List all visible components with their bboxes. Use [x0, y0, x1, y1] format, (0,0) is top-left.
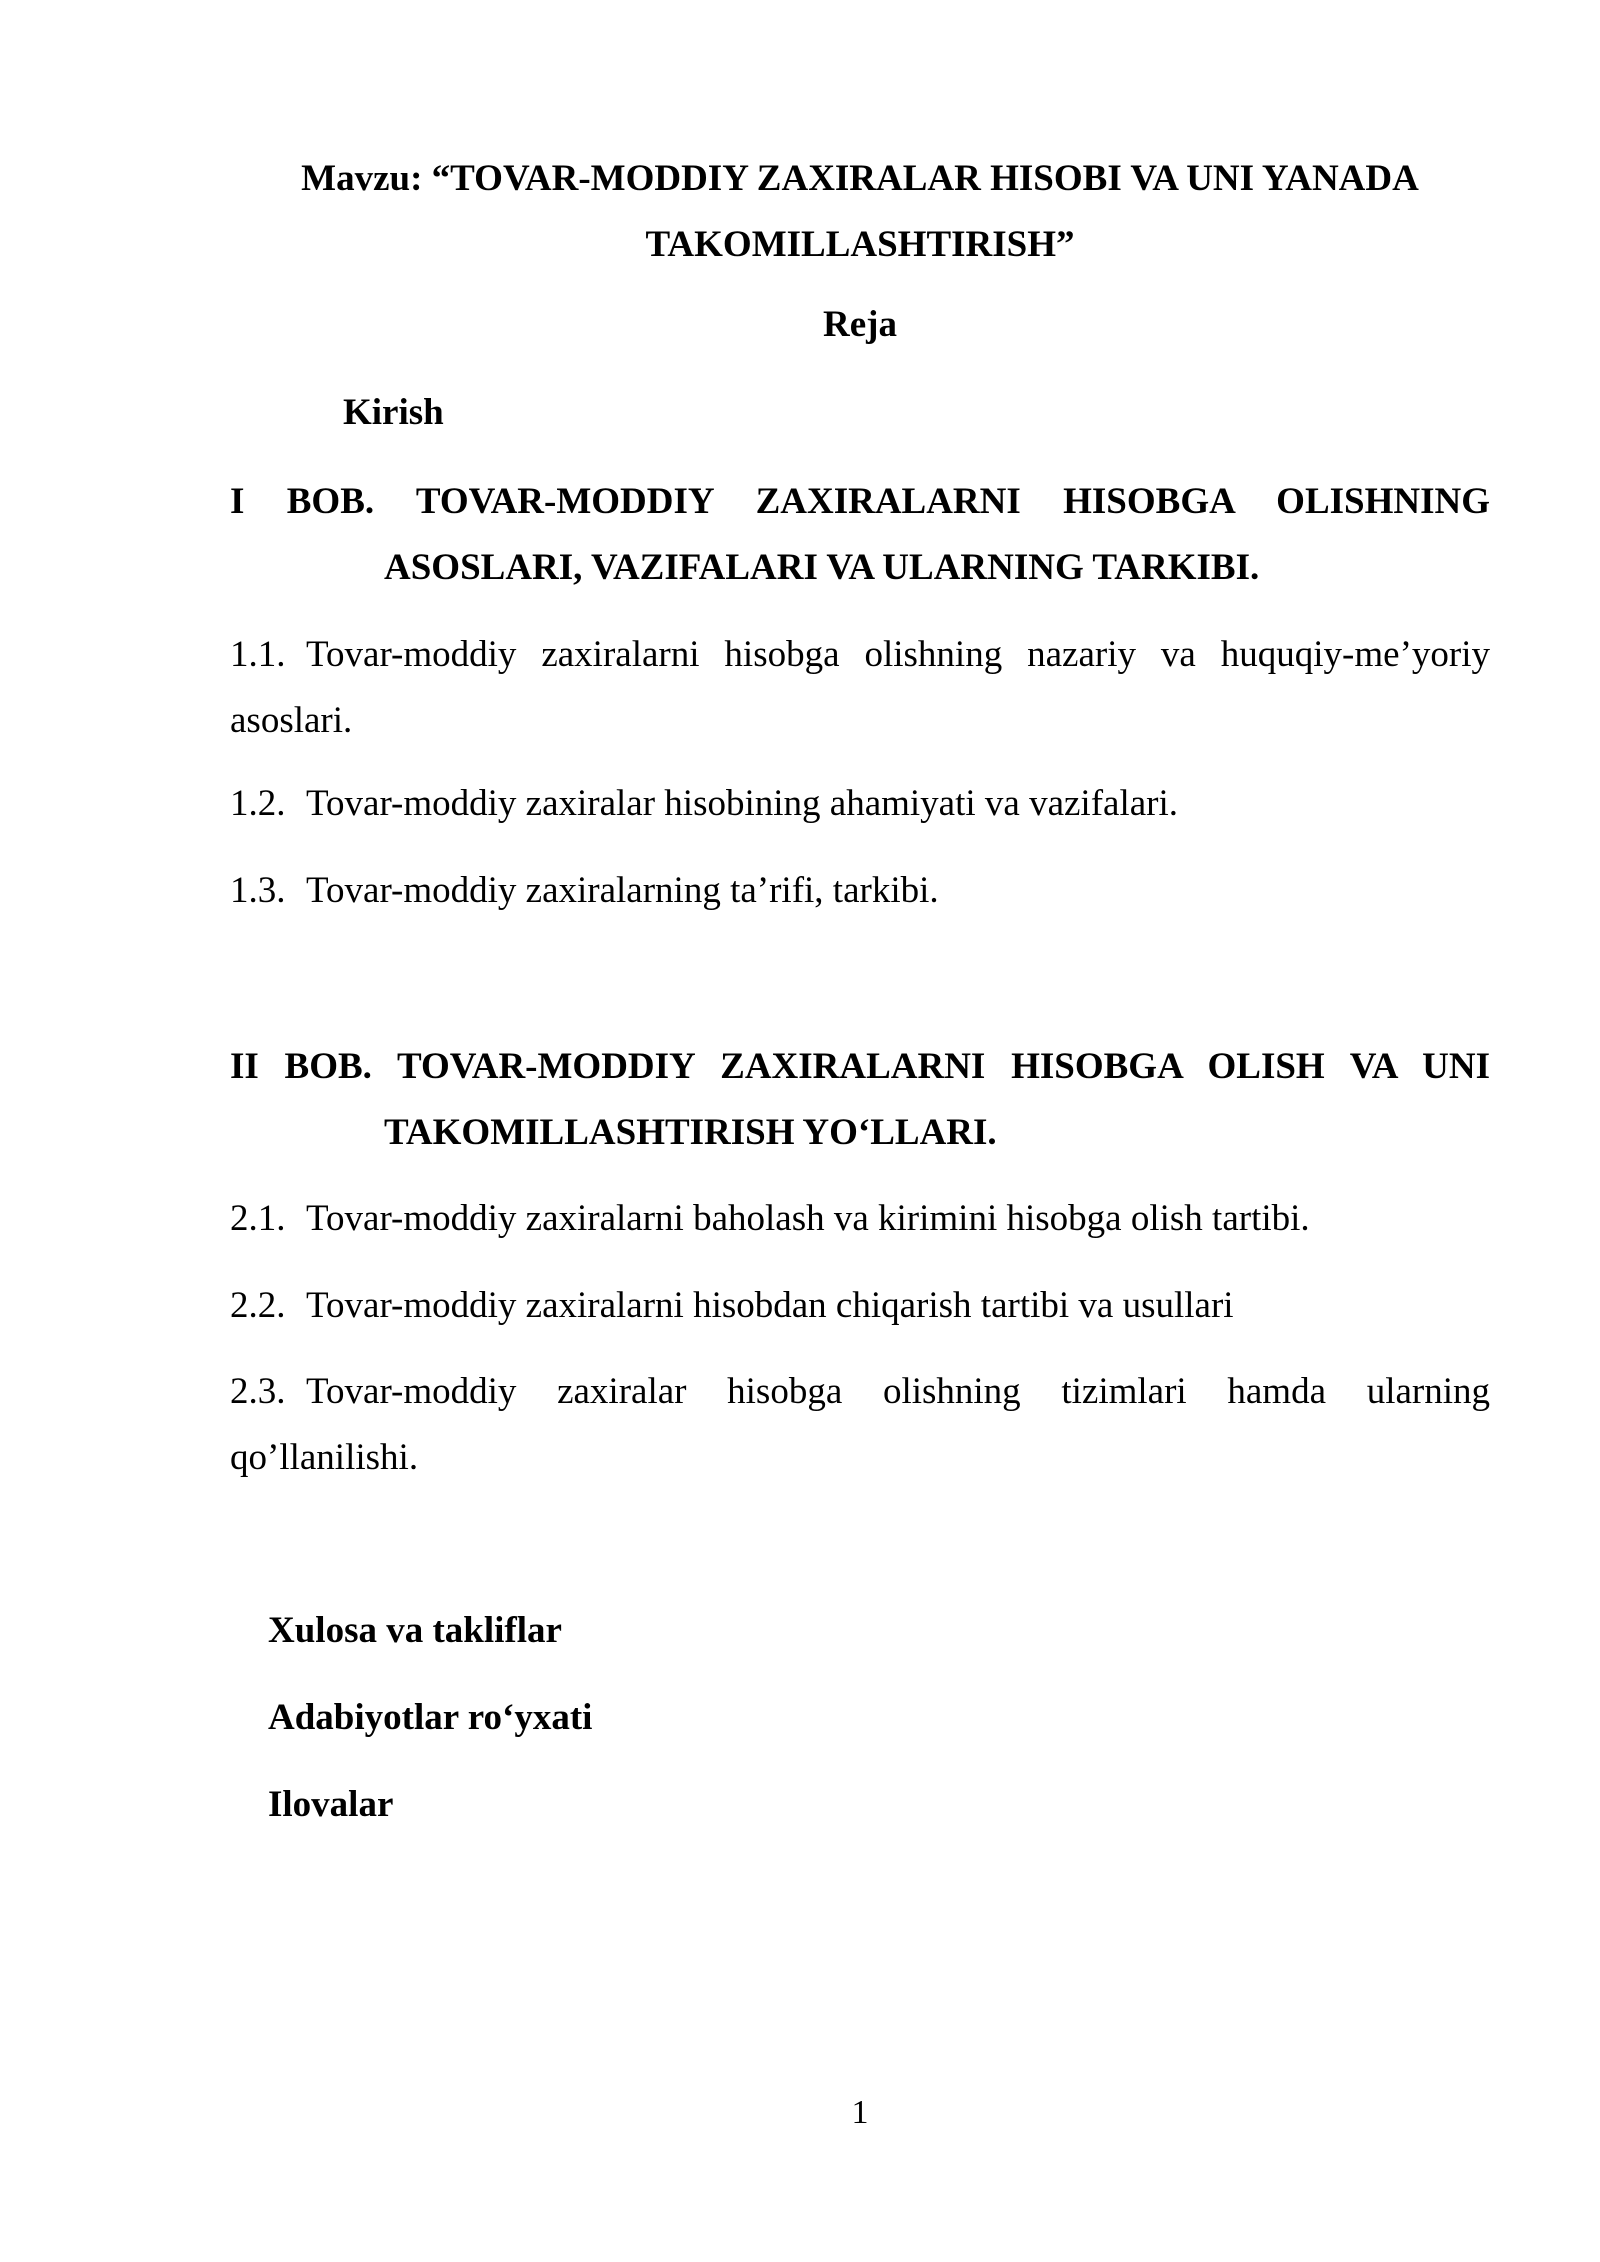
section-1-3-number: 1.3. [230, 870, 286, 911]
section-2-3-text-line-2: qo’llanilishi. [230, 1437, 419, 1478]
plan-heading: Reja [823, 304, 897, 345]
section-2-1 [230, 1186, 1490, 1252]
section-1-3 [230, 858, 1490, 924]
section-1-1 [230, 622, 1490, 754]
section-1-2-number: 1.2. [230, 783, 286, 824]
section-2-2-text: Tovar-moddiy zaxiralarni hisobdan chiqarish tartibi va usullari [306, 1285, 1234, 1326]
chapter-2-heading [230, 1034, 1490, 1166]
chapter-2-heading-line-2: TAKOMILLASHTIRISH YO‘LLARI. [384, 1112, 997, 1153]
section-1-1-number: 1.1. [230, 634, 286, 675]
conclusion-heading: Xulosa va takliflar [268, 1610, 562, 1651]
section-2-3-text-line-1: Tovar-moddiy zaxiralar hisobga olishning tizimlari hamda ularning [306, 1371, 1490, 1412]
page-number: 1 [851, 2094, 869, 2131]
appendices-heading: Ilovalar [268, 1784, 394, 1825]
references-heading: Adabiyotlar ro‘yxati [268, 1697, 593, 1738]
section-2-2-number: 2.2. [230, 1285, 286, 1326]
chapter-1-heading [230, 469, 1490, 601]
chapter-1-heading-line-2: ASOSLARI, VAZIFALARI VA ULARNING TARKIBI. [384, 547, 1260, 588]
section-1-3-text: Tovar-moddiy zaxiralarning ta’rifi, tarkibi. [306, 870, 939, 911]
section-2-1-text: Tovar-moddiy zaxiralarni baholash va kirimini hisobga olish tartibi. [306, 1198, 1310, 1239]
section-1-2 [230, 771, 1490, 837]
chapter-2-heading-line-1: II BOB. TOVAR-MODDIY ZAXIRALARNI HISOBGA OLISH VA UNI [230, 1046, 1490, 1087]
document-title-line-1: Mavzu: “TOVAR-MODDIY ZAXIRALAR HISOBI VA UNI YANADA [301, 158, 1419, 199]
chapter-1-heading-line-1: I BOB. TOVAR-MODDIY ZAXIRALARNI HISOBGA OLISHNING [230, 481, 1490, 522]
section-2-3-number: 2.3. [230, 1371, 286, 1412]
document-title-line-2: TAKOMILLASHTIRISH” [645, 224, 1075, 265]
document-title [230, 146, 1490, 278]
section-2-3 [230, 1359, 1490, 1491]
section-2-2 [230, 1273, 1490, 1339]
section-1-1-text-line-1: Tovar-moddiy zaxiralarni hisobga olishning nazariy va huquqiy-me’yoriy [306, 634, 1490, 675]
intro-heading: Kirish [343, 392, 444, 433]
section-1-1-text-line-2: asoslari. [230, 700, 353, 741]
section-1-2-text: Tovar-moddiy zaxiralar hisobining ahamiyati va vazifalari. [306, 783, 1179, 824]
section-2-1-number: 2.1. [230, 1198, 286, 1239]
